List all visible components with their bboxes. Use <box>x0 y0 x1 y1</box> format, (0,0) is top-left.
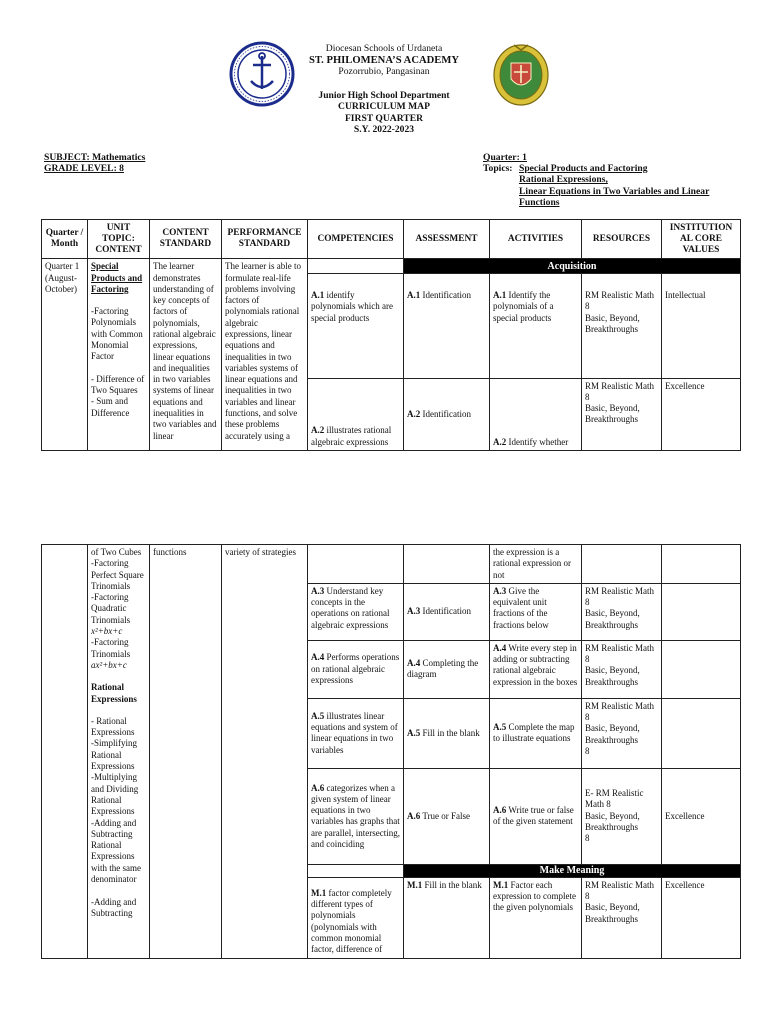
value-a6: Excellence <box>662 768 741 864</box>
topic-2: Rational Expressions, <box>519 174 608 185</box>
activity-a5: A.5 Complete the map to illustrate equations <box>490 698 582 768</box>
table-row <box>42 545 741 584</box>
competency-a1: A.1 identify polynomials which are special products <box>308 274 404 378</box>
unit-topic-cell <box>88 259 150 451</box>
assessment-a3: A.3 Identification <box>404 583 490 640</box>
activity-a1: A.1 Identify the polynomials of a special products <box>490 274 582 378</box>
value-m1: Excellence <box>662 877 741 958</box>
document-title: CURRICULUM MAP <box>338 101 430 112</box>
value-a3 <box>662 583 741 640</box>
value-a2: Excellence <box>662 378 741 451</box>
subject-line: SUBJECT: Mathematics <box>44 152 146 163</box>
assessment-a6: A.6 True or False <box>404 768 490 864</box>
assessment-a1: A.1 Identification <box>404 274 490 378</box>
resources-a2: RM Realistic Math 8 Basic, Beyond, Breakthroughs <box>582 378 662 451</box>
school-year: S.Y. 2022-2023 <box>353 124 415 135</box>
value-a1: Intellectual <box>662 274 741 378</box>
school-name: ST. PHILOMENA’S ACADEMY <box>309 54 459 66</box>
resources-a6: E- RM Realistic Math 8 Basic, Beyond, Breakthroughs 8 <box>582 768 662 864</box>
activity-a2: A.2 Identify whether <box>490 378 582 451</box>
acquisition-band: Acquisition <box>404 259 741 274</box>
topic-4: Functions <box>519 197 560 208</box>
content-standard-continued: functions <box>150 545 222 959</box>
unit-items-continued: of Two Cubes -Factoring Perfect Square Trinomials -Factoring Quadratic Trinomials <box>91 547 144 625</box>
competency-a4: A.4 Performs operations on rational algebraic expressions <box>308 640 404 698</box>
col-quarter: Quarter / Month <box>42 220 88 259</box>
department: Junior High School Department <box>318 89 450 101</box>
curriculum-map-table-page-2 <box>41 544 741 959</box>
value-a5 <box>662 698 741 768</box>
col-competencies: COMPETENCIES <box>308 220 404 259</box>
performance-standard-cell: The learner is able to formulate real-life problems involving factors of polynomials rational algebraic expressions, linear equations and inequalities in two variables systems of linear equations and inequalities in two variables and linear functions, and solve these problems accurately using a <box>222 259 308 451</box>
assessment-a5: A.5 Fill in the blank <box>404 698 490 768</box>
competency-a3: A.3 Understand key concepts in the operations on rational algebraic expressions <box>308 583 404 640</box>
col-performance-standard: PERFORMANCE STANDARD <box>222 220 308 259</box>
resources-a4: RM Realistic Math 8 Basic, Beyond, Breakthroughs <box>582 640 662 698</box>
topic-3: Linear Equations in Two Variables and Linear <box>519 186 710 197</box>
rational-items: - Rational Expressions -Simplifying Rational Expressions -Multiplying and Dividing Rational Expressions -Adding and Subtracting Rational Expressions with the same denominator -Adding and Subtracting <box>91 715 141 918</box>
col-core-values: INSTITUTION AL CORE VALUES <box>662 220 741 259</box>
school-group: Diocesan Schools of Urdaneta <box>325 43 443 54</box>
content-standard-cell: The learner demonstrates understanding of key concepts of factors of polynomials, rational algebraic expressions, linear equations and inequalities in two variables systems of linear equations and inequalities in two variables and linear <box>150 259 222 451</box>
col-resources: RESOURCES <box>582 220 662 259</box>
activity-a3: A.3 Give the equivalent unit fractions of the fractions below <box>490 583 582 640</box>
factoring-trinomials-label: -Factoring Trinomials <box>91 637 131 659</box>
grade-level-line: GRADE LEVEL: 8 <box>44 163 124 174</box>
rational-title: Rational Expressions <box>91 682 137 704</box>
quarter-title: FIRST QUARTER <box>344 112 424 124</box>
topic-1: Special Products and Factoring <box>519 163 648 174</box>
col-assessment: ASSESSMENT <box>404 220 490 259</box>
resources-a5: RM Realistic Math 8 Basic, Beyond, Breakthroughs 8 <box>582 698 662 768</box>
assessment-m1: M.1 Fill in the blank <box>404 877 490 958</box>
activity-a2-continued: the expression is a rational expression or not <box>490 545 582 584</box>
document-header <box>0 43 768 136</box>
assessment-a2: A.2 Identification <box>404 378 490 451</box>
competency-a5: A.5 illustrates linear equations and system of linear equations in two variables <box>308 698 404 768</box>
assessment-a4: A.4 Completing the diagram <box>404 640 490 698</box>
activity-m1: M.1 Factor each expression to complete the given polynomials <box>490 877 582 958</box>
unit-title: Special Products and Factoring <box>91 261 143 294</box>
make-meaning-band: Make Meaning <box>404 864 741 877</box>
curriculum-map-table-page-1 <box>41 219 741 451</box>
col-content-standard: CONTENT STANDARD <box>150 220 222 259</box>
competency-m1: M.1 factor completely different types of polynomials (polynomials with common monomial factor, difference of <box>308 877 404 958</box>
value-a4 <box>662 640 741 698</box>
performance-standard-continued: variety of strategies <box>222 545 308 959</box>
resources-m1: RM Realistic Math 8 Basic, Beyond, Breakthroughs <box>582 877 662 958</box>
column-header-row <box>42 220 741 259</box>
formula-trinomial-2: ax²+bx+c <box>91 659 127 670</box>
quarter-line: Quarter: 1 <box>483 152 527 163</box>
unit-topic-cell-continued <box>88 545 150 959</box>
col-activities: ACTIVITIES <box>490 220 582 259</box>
competency-a2: A.2 illustrates rational algebraic expressions <box>308 378 404 451</box>
activity-a6: A.6 Write true or false of the given statement <box>490 768 582 864</box>
competency-a6: A.6 categorizes when a given system of linear equations in two variables has graphs that are parallel, intersecting, and coinciding <box>308 768 404 864</box>
activity-a4: A.4 Write every step in adding or subtracting rational algebraic expression in the boxes <box>490 640 582 698</box>
col-unit-topic: UNIT TOPIC: CONTENT <box>88 220 150 259</box>
quarter-month-cell: Quarter 1 (August-October) <box>42 259 88 451</box>
resources-a3: RM Realistic Math 8 Basic, Beyond, Breakthroughs <box>582 583 662 640</box>
school-location: Pozorrubio, Pangasinan <box>338 66 430 77</box>
topics-label: Topics: <box>483 163 513 174</box>
unit-items: -Factoring Polynomials with Common Monomial Factor - Difference of Two Squares - Sum and Difference <box>91 306 145 418</box>
formula-trinomial-1: x²+bx+c <box>91 626 123 637</box>
resources-a1: RM Realistic Math 8 Basic, Beyond, Breakthroughs <box>582 274 662 378</box>
